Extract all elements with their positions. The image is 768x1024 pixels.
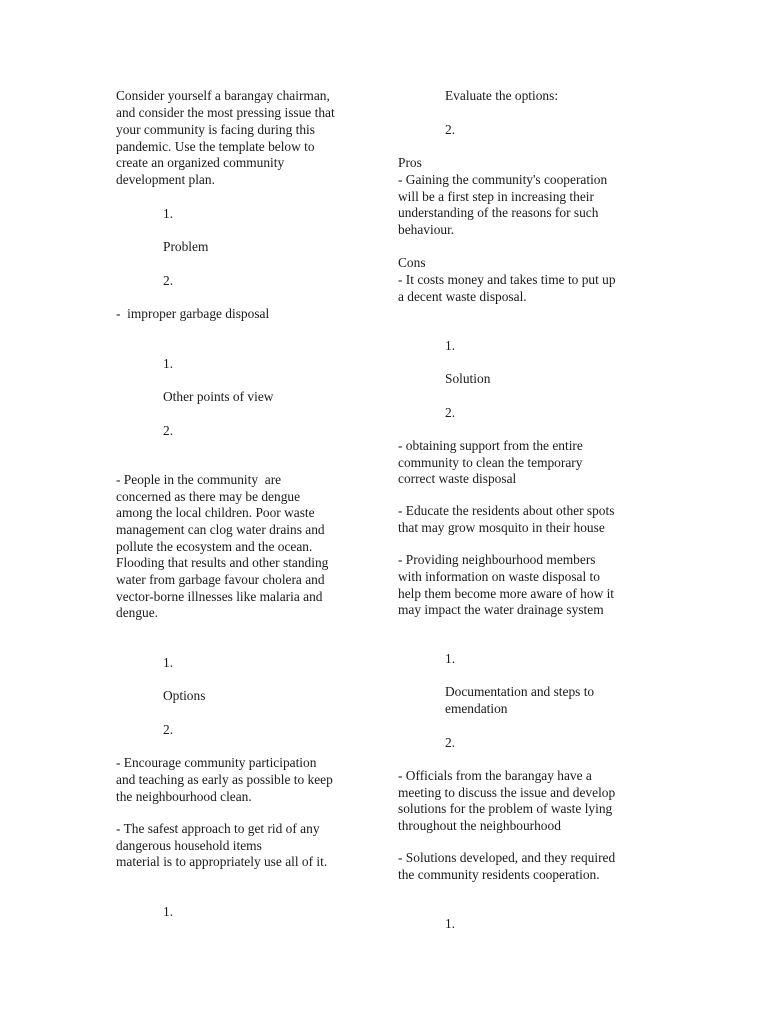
intro-line: and consider the most pressing issue that [116, 105, 335, 120]
option-line: and teaching as early as possible to keep [116, 772, 333, 787]
pros-line: - Gaining the community's cooperation [398, 172, 608, 187]
section-number: 2. [163, 273, 174, 288]
section-heading: Options [163, 688, 206, 703]
section-number: 2. [445, 735, 456, 750]
option-line: - Encourage community participation [116, 755, 317, 770]
option-line: dangerous household items [116, 838, 262, 853]
section-number: 1. [445, 338, 456, 353]
intro-line: development plan. [116, 172, 215, 187]
solution-line: community to clean the temporary [398, 455, 583, 470]
solution-line: correct waste disposal [398, 471, 517, 486]
solution-line: with information on waste disposal to [398, 569, 600, 584]
intro-line: create an organized community [116, 155, 285, 170]
solution-line: - Educate the residents about other spots [398, 503, 615, 518]
section-number: 2. [163, 423, 174, 438]
documentation-line: meeting to discuss the issue and develop [398, 785, 616, 800]
answer-line: vector-borne illnesses like malaria and [116, 589, 323, 604]
section-heading: Other points of view [163, 389, 274, 404]
option-line: material is to appropriately use all of it. [116, 854, 328, 869]
documentation-line: the community residents cooperation. [398, 867, 600, 882]
section-number: 1. [163, 655, 174, 670]
answer-line: among the local children. Poor waste [116, 505, 315, 520]
answer-line: water from garbage favour cholera and [116, 572, 325, 587]
answer-line: management can clog water drains and [116, 522, 325, 537]
section-heading: Solution [445, 371, 491, 386]
section-number: 1. [163, 206, 174, 221]
option-line: - The safest approach to get rid of any [116, 821, 320, 836]
solution-line: - obtaining support from the entire [398, 438, 583, 453]
solution-line: that may grow mosquito in their house [398, 520, 605, 535]
cons-line: - It costs money and takes time to put up [398, 272, 616, 287]
answer-line: Flooding that results and other standing [116, 555, 329, 570]
intro-line: your community is facing during this [116, 122, 315, 137]
section-heading: Documentation and steps to [445, 684, 595, 699]
solution-line: - Providing neighbourhood members [398, 552, 596, 567]
cons-line: a decent waste disposal. [398, 289, 527, 304]
solution-line: help them become more aware of how it [398, 586, 615, 601]
pros-label: Pros [398, 155, 422, 170]
section-number: 2. [445, 122, 456, 137]
pros-line: behaviour. [398, 222, 455, 237]
section-number: 2. [163, 722, 174, 737]
documentation-line: - Officials from the barangay have a [398, 768, 592, 783]
section-heading: Problem [163, 239, 209, 254]
answer-line: - People in the community are [116, 472, 282, 487]
intro-line: Consider yourself a barangay chairman, [116, 88, 330, 103]
section-number: 1. [445, 916, 456, 931]
documentation-line: - Solutions developed, and they required [398, 850, 616, 865]
problem-answer: - improper garbage disposal [116, 306, 270, 321]
pros-line: understanding of the reasons for such [398, 205, 599, 220]
cons-label: Cons [398, 255, 426, 270]
answer-line: dengue. [116, 605, 159, 620]
section-number: 1. [163, 356, 174, 371]
section-heading: emendation [445, 701, 508, 716]
answer-line: concerned as there may be dengue [116, 489, 301, 504]
documentation-line: throughout the neighbourhood [398, 818, 561, 833]
option-line: the neighbourhood clean. [116, 789, 252, 804]
answer-line: pollute the ecosystem and the ocean. [116, 539, 313, 554]
documentation-line: solutions for the problem of waste lying [398, 801, 613, 816]
intro-line: pandemic. Use the template below to [116, 139, 315, 154]
section-number: 1. [163, 904, 174, 919]
section-heading: Evaluate the options: [445, 88, 559, 103]
section-number: 1. [445, 651, 456, 666]
solution-line: may impact the water drainage system [398, 602, 604, 617]
section-number: 2. [445, 405, 456, 420]
pros-line: will be a first step in increasing their [398, 189, 594, 204]
